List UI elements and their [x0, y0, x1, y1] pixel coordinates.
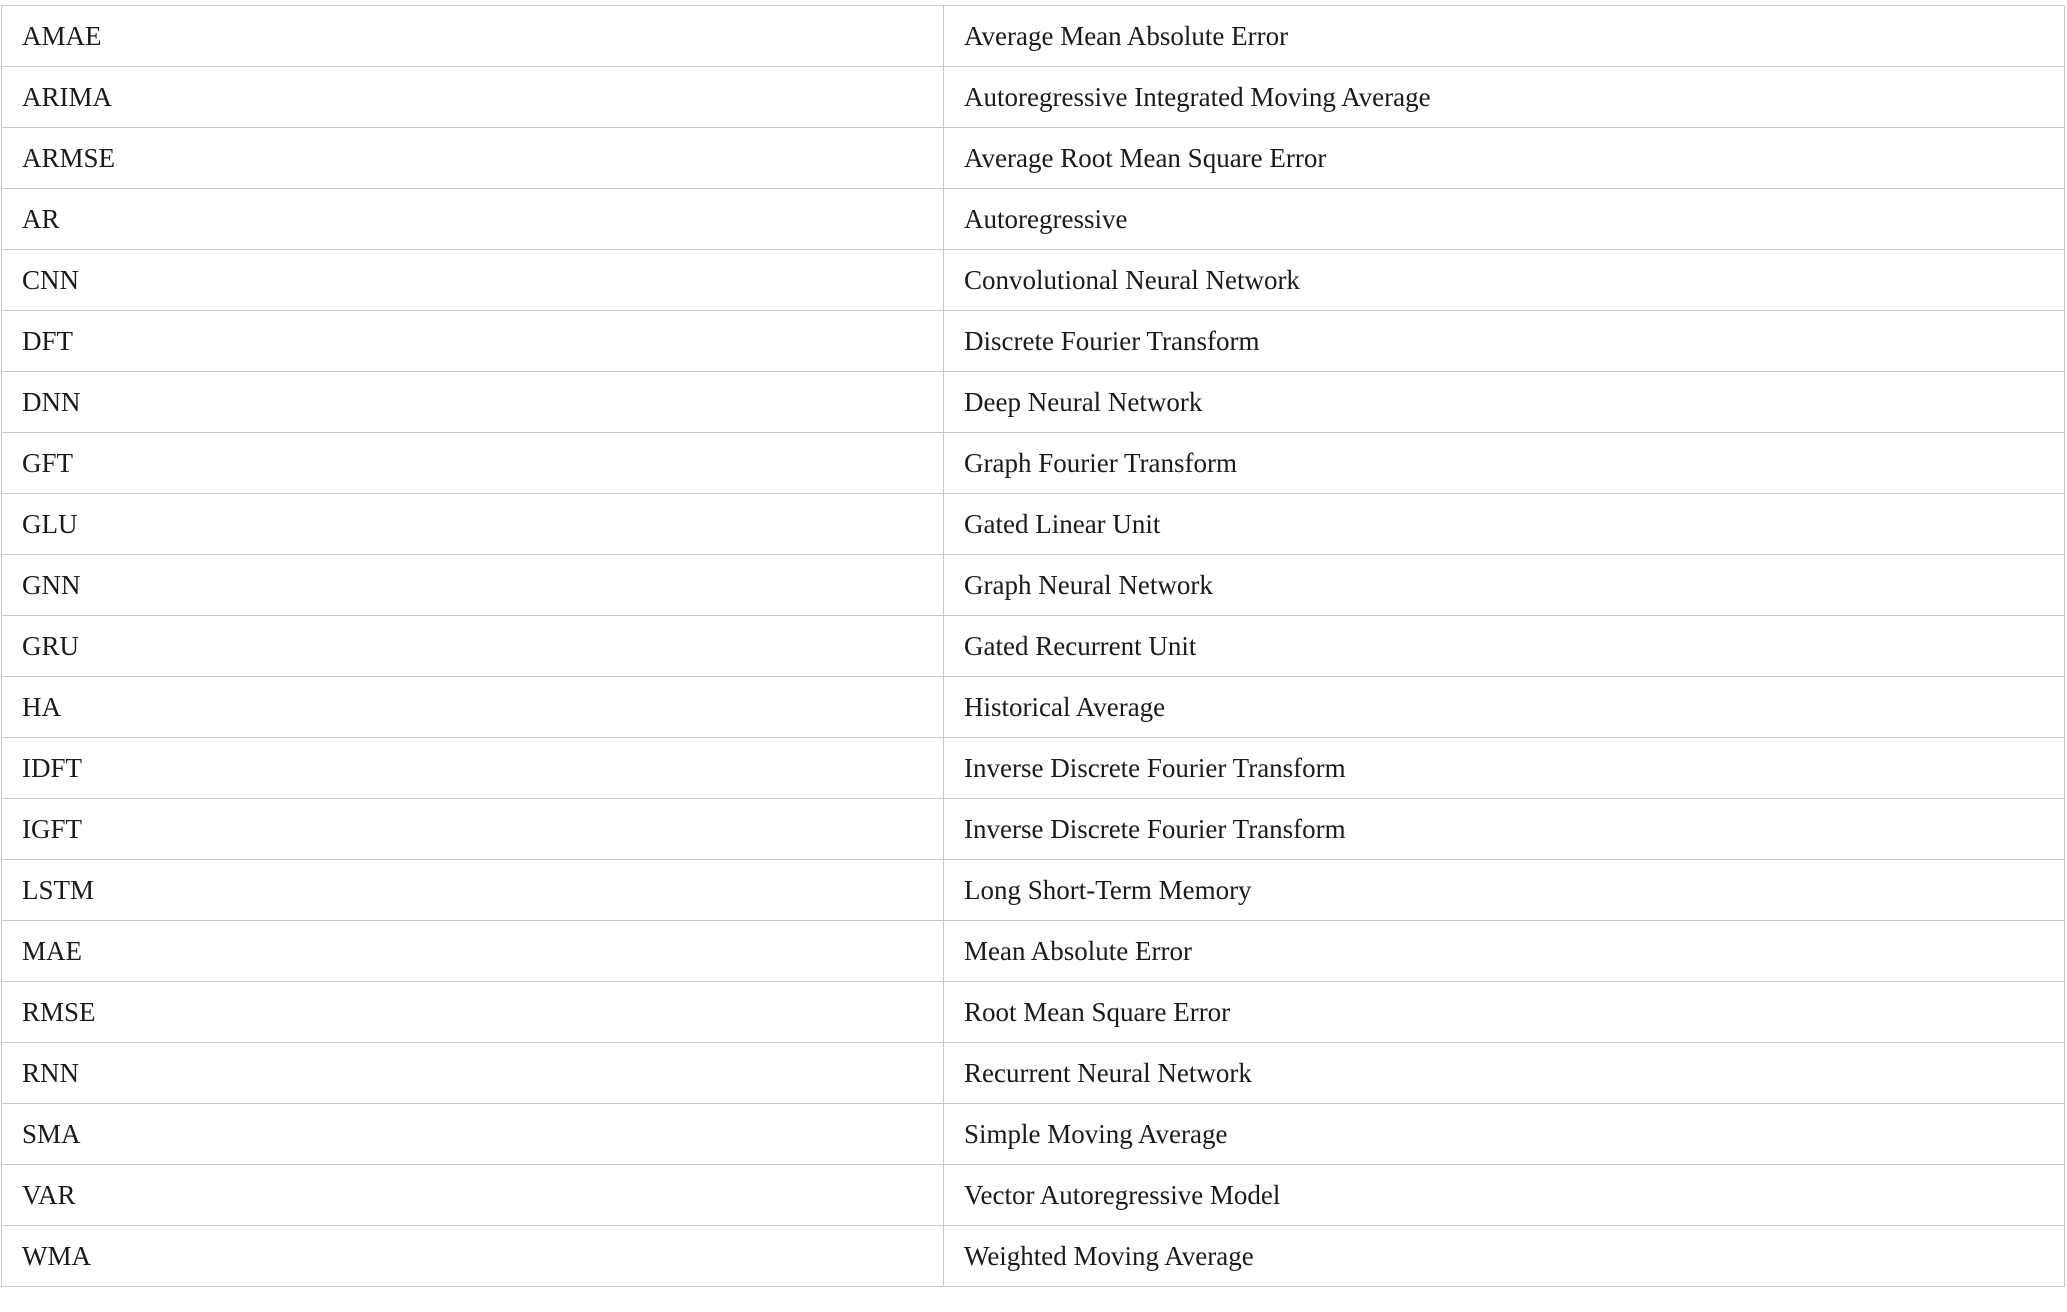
definition-cell: Autoregressive Integrated Moving Average: [944, 67, 2065, 128]
table-row: [2, 494, 2065, 555]
abbreviation-cell: ARIMA: [2, 67, 944, 128]
table-row: [2, 1104, 2065, 1165]
table-row: [2, 6, 2065, 67]
definition-cell: Simple Moving Average: [944, 1104, 2065, 1165]
table-row: [2, 677, 2065, 738]
abbreviation-cell: SMA: [2, 1104, 944, 1165]
definition-cell: Gated Recurrent Unit: [944, 616, 2065, 677]
definition-cell: Autoregressive: [944, 189, 2065, 250]
abbreviation-cell: CNN: [2, 250, 944, 311]
table-row: [2, 189, 2065, 250]
definition-cell: Inverse Discrete Fourier Transform: [944, 738, 2065, 799]
abbreviation-cell: AMAE: [2, 6, 944, 67]
table-row: [2, 616, 2065, 677]
table-row: [2, 250, 2065, 311]
definition-cell: Graph Fourier Transform: [944, 433, 2065, 494]
definition-cell: Gated Linear Unit: [944, 494, 2065, 555]
definition-cell: Root Mean Square Error: [944, 982, 2065, 1043]
abbreviation-cell: IDFT: [2, 738, 944, 799]
definition-cell: Vector Autoregressive Model: [944, 1165, 2065, 1226]
table-row: [2, 738, 2065, 799]
table-row: [2, 128, 2065, 189]
table-row: [2, 555, 2065, 616]
table-row: [2, 1043, 2065, 1104]
table-row: [2, 921, 2065, 982]
abbreviation-cell: GLU: [2, 494, 944, 555]
definition-cell: Recurrent Neural Network: [944, 1043, 2065, 1104]
abbreviation-cell: WMA: [2, 1226, 944, 1287]
abbreviations-table: [1, 5, 2065, 1287]
table-row: [2, 982, 2065, 1043]
abbreviation-cell: ARMSE: [2, 128, 944, 189]
abbreviation-cell: LSTM: [2, 860, 944, 921]
definition-cell: Historical Average: [944, 677, 2065, 738]
abbreviation-cell: VAR: [2, 1165, 944, 1226]
abbreviation-cell: MAE: [2, 921, 944, 982]
abbreviation-cell: HA: [2, 677, 944, 738]
abbreviation-cell: GNN: [2, 555, 944, 616]
abbreviation-cell: RMSE: [2, 982, 944, 1043]
definition-cell: Graph Neural Network: [944, 555, 2065, 616]
abbreviations-table-body: [2, 6, 2065, 1287]
definition-cell: Average Root Mean Square Error: [944, 128, 2065, 189]
definition-cell: Long Short-Term Memory: [944, 860, 2065, 921]
abbreviation-cell: AR: [2, 189, 944, 250]
definition-cell: Average Mean Absolute Error: [944, 6, 2065, 67]
definition-cell: Convolutional Neural Network: [944, 250, 2065, 311]
table-row: [2, 433, 2065, 494]
definition-cell: Deep Neural Network: [944, 372, 2065, 433]
definition-cell: Weighted Moving Average: [944, 1226, 2065, 1287]
definition-cell: Mean Absolute Error: [944, 921, 2065, 982]
table-row: [2, 311, 2065, 372]
abbreviation-cell: DNN: [2, 372, 944, 433]
table-row: [2, 372, 2065, 433]
abbreviation-cell: IGFT: [2, 799, 944, 860]
table-row: [2, 67, 2065, 128]
definition-cell: Discrete Fourier Transform: [944, 311, 2065, 372]
table-row: [2, 1226, 2065, 1287]
definition-cell: Inverse Discrete Fourier Transform: [944, 799, 2065, 860]
abbreviation-cell: GFT: [2, 433, 944, 494]
table-row: [2, 1165, 2065, 1226]
abbreviation-cell: GRU: [2, 616, 944, 677]
abbreviation-cell: DFT: [2, 311, 944, 372]
table-row: [2, 799, 2065, 860]
abbreviation-cell: RNN: [2, 1043, 944, 1104]
table-row: [2, 860, 2065, 921]
